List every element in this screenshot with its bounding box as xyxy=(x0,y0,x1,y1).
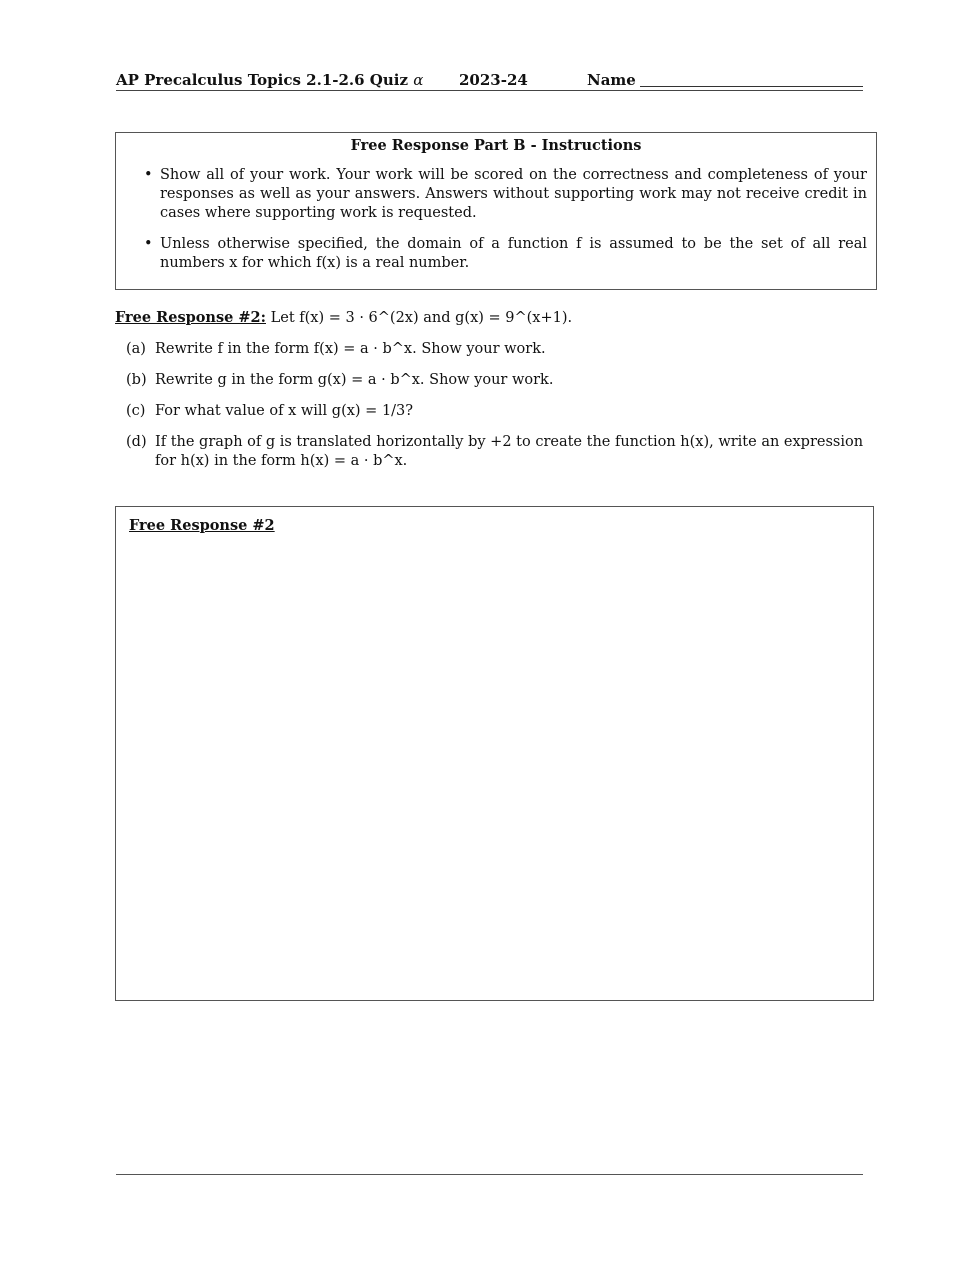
instructions-title: Free Response Part B - Instructions xyxy=(350,137,642,154)
question-part-a: (a) Rewrite f in the form f(x) = a · b^x. Show your work. xyxy=(126,341,546,357)
question-part-d: (d) If the graph of g is translated horizontally by +2 to create the function h(x), write an expression for h(x) in the form h(x) = a · b^x. xyxy=(126,434,864,469)
header-rule xyxy=(116,90,863,91)
instruction-bullet: • Show all of your work. Your work will be scored on the correctness and completeness of your responses as well as your answers. Answers without supporting work may not receive credit in cases where supporting work is requested. xyxy=(144,166,867,221)
g-definition: g(x) = 9^(x+1) xyxy=(455,310,568,326)
instructions-box xyxy=(115,132,877,290)
answer-box-title: Free Response #2 xyxy=(129,517,275,534)
question-parts xyxy=(126,340,866,483)
question-label: Free Response #2: xyxy=(115,309,266,326)
instruction-bullet: • Unless otherwise specified, the domain of a function f is assumed to be the set of all real numbers x for which f(x) is a real number. xyxy=(144,235,867,271)
bullet-icon: • xyxy=(144,235,153,252)
f-definition: f(x) = 3 · 6^(2x) xyxy=(299,310,419,326)
quiz-title: AP Precalculus Topics 2.1-2.6 Quiz α xyxy=(116,71,424,89)
question-part-c: (c) For what value of x will g(x) = 1/3? xyxy=(126,403,414,419)
quiz-version-symbol: α xyxy=(413,71,424,89)
answer-box[interactable] xyxy=(115,506,874,1001)
page-header xyxy=(116,70,863,90)
school-year: 2023-24 xyxy=(459,71,528,89)
name-label: Name xyxy=(587,71,636,89)
bullet-icon: • xyxy=(144,166,153,183)
question-intro: Free Response #2: Let f(x) = 3 · 6^(2x) and g(x) = 9^(x+1). xyxy=(115,309,573,326)
question-part-b: (b) Rewrite g in the form g(x) = a · b^x. Show your work. xyxy=(126,372,554,388)
footer-rule xyxy=(116,1174,863,1175)
